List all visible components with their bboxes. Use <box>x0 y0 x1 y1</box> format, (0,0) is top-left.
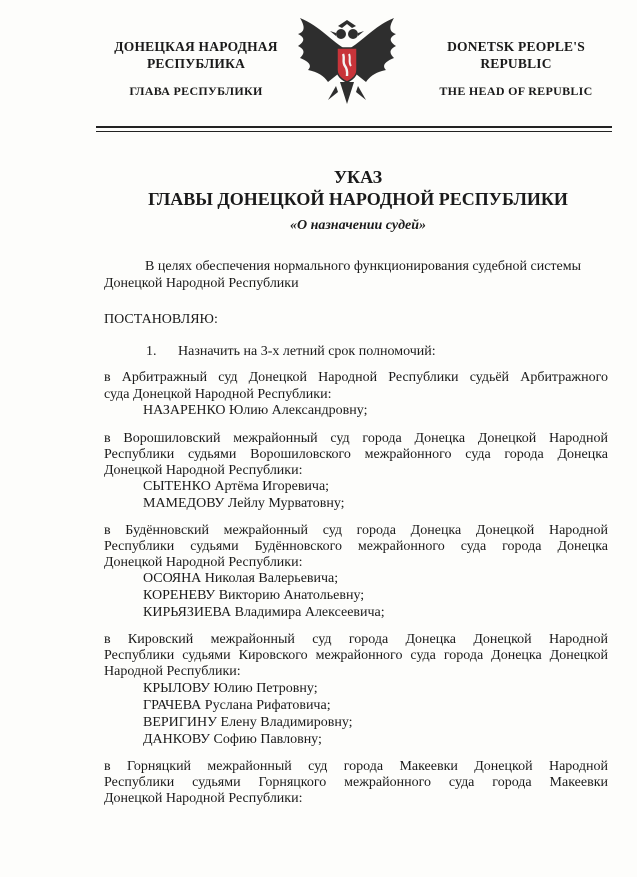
judge-name: КОРЕНЕВУ Викторию Анатольевну; <box>143 588 365 603</box>
preamble-line-2: Донецкой Народной Республики <box>104 276 299 291</box>
court-paragraph-line: Республики судьями Горняцкого межрайонного суда города Макеевки <box>104 775 608 790</box>
decree-title: УКАЗ <box>333 167 383 187</box>
court-paragraph-line: суда Донецкой Народной Республики: <box>104 387 332 402</box>
decree-subtitle: «О назначении судей» <box>289 218 427 233</box>
header-right-subtitle: THE HEAD OF REPUBLIC <box>439 84 593 98</box>
header-divider-thin <box>96 131 612 132</box>
court-paragraph-line: Донецкой Народной Республики: <box>104 555 303 570</box>
judge-name: КИРЬЯЗИЕВА Владимира Алексеевича; <box>143 605 385 620</box>
header-right-title <box>416 38 616 72</box>
judge-name: ВЕРИГИНУ Елену Владимировну; <box>143 715 353 730</box>
court-paragraph-line: в Арбитражный суд Донецкой Народной Республики судьёй Арбитражного <box>104 370 608 385</box>
header-left-line2: РЕСПУБЛИКА <box>146 56 246 71</box>
judge-name: СЫТЕНКО Артёма Игоревича; <box>143 479 330 494</box>
resolve-heading: ПОСТАНОВЛЯЮ: <box>104 312 218 327</box>
decree-title-issuer: ГЛАВЫ ДОНЕЦКОЙ НАРОДНОЙ РЕСПУБЛИКИ <box>148 189 568 209</box>
header-left-subtitle: ГЛАВА РЕСПУБЛИКИ <box>129 84 263 98</box>
judge-name: НАЗАРЕНКО Юлию Александровну; <box>143 403 368 418</box>
court-paragraph-line: Донецкой Народной Республики: <box>104 791 303 806</box>
header-divider-thick <box>96 126 612 128</box>
court-paragraph-line: в Кировский межрайонный суд города Донецка Донецкой Народной <box>104 632 608 647</box>
header-right-line2: REPUBLIC <box>480 56 552 71</box>
court-paragraph-line: в Горняцкий межрайонный суд города Макеевки Донецкой Народной <box>104 759 608 774</box>
item-number: 1. <box>146 344 157 359</box>
judge-name: ОСОЯНА Николая Валерьевича; <box>143 571 339 586</box>
item-text: Назначить на 3-х летний срок полномочий: <box>178 344 436 359</box>
court-paragraph-line: Республики судьями Кировского межрайонного суда города Донецка Донецкой <box>104 648 608 663</box>
preamble-line-1: В целях обеспечения нормального функционирования судебной системы <box>145 259 582 274</box>
court-paragraph-line: Народной Республики: <box>104 664 241 679</box>
header-left-line1: ДОНЕЦКАЯ НАРОДНАЯ <box>114 39 278 54</box>
court-paragraph-line: Республики судьями Ворошиловского межрайонного суда города Донецка <box>104 447 608 462</box>
court-paragraph-line: Республики судьями Будённовского межрайонного суда города Донецка <box>104 539 608 554</box>
judge-name: ДАНКОВУ Софию Павловну; <box>143 732 322 747</box>
judge-name: ГРАЧЕВА Руслана Рифатовича; <box>143 698 331 713</box>
header-left-title <box>96 38 296 72</box>
coat-of-arms-emblem-icon <box>292 12 402 112</box>
court-paragraph-line: в Будённовский межрайонный суд города Донецка Донецкой Народной <box>104 523 608 538</box>
court-paragraph-line: в Ворошиловский межрайонный суд города Донецка Донецкой Народной <box>104 431 608 446</box>
judge-name: КРЫЛОВУ Юлию Петровну; <box>143 681 318 696</box>
court-paragraph-line: Донецкой Народной Республики: <box>104 463 303 478</box>
judge-name: МАМЕДОВУ Лейлу Мурватовну; <box>143 496 345 511</box>
header-right-line1: DONETSK PEOPLE'S <box>447 39 585 54</box>
